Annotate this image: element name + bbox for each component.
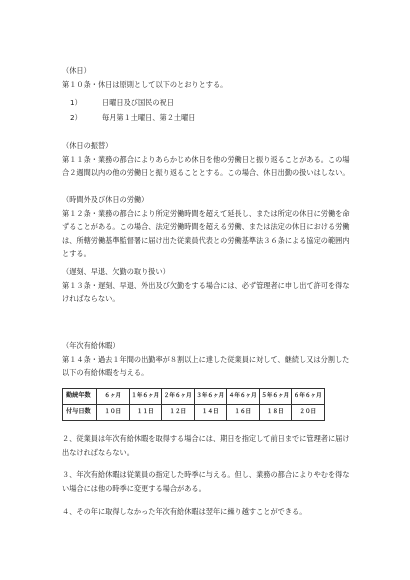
article-11-line: 合２週間以内の他の労働日と振り返ることとする。この場合、休日出勤の扱いはしない。 xyxy=(62,168,350,177)
article-13-line: 第１３条・遅刻、早退、外出及び欠勤をする場合には、必ず管理者に申し出て許可を得な xyxy=(62,280,350,290)
table-cell: ２年６ヶ月 xyxy=(162,389,195,405)
table-cell: ６ヶ月 xyxy=(97,389,130,405)
section-heading: （休日の振替） xyxy=(62,141,113,150)
table-cell: １４日 xyxy=(194,405,227,421)
table-cell: １年６ヶ月 xyxy=(129,389,162,405)
section-paid-leave xyxy=(62,339,362,380)
table-cell: ２０日 xyxy=(292,405,325,421)
table-cell: １８日 xyxy=(259,405,292,421)
table-cell: ３年６ヶ月 xyxy=(194,389,227,405)
article-12-line: ずることがある。この場合、法定労働時間を超える労働、または法定の休日における労働 xyxy=(62,222,350,231)
article-12-line: とする。 xyxy=(62,249,91,258)
article-14-line: 第１４条・過去１年間の出勤率が８割以上に達した従業員に対して、継続し又は分割した xyxy=(62,354,350,364)
clause-line: い場合には他の時季に変更する場合がある。 xyxy=(62,483,206,493)
table-row-days xyxy=(63,405,325,421)
section-heading: （休日） xyxy=(62,66,91,75)
list-item xyxy=(62,95,362,110)
table-cell: ５年６ヶ月 xyxy=(259,389,292,405)
list-text: 毎月第１土曜日、第２土曜日 xyxy=(102,113,196,122)
section-heading: （年次有給休暇） xyxy=(62,341,120,350)
clause-line: ２、従業員は年次有給休暇を取得する場合には、期日を指定して前日までに管理者に届け xyxy=(62,434,350,443)
table-cell: １０日 xyxy=(97,405,130,421)
paid-leave-table xyxy=(62,388,325,421)
section-overtime xyxy=(62,193,362,261)
article-11-line: 第１１条・業務の都合によりあらかじめ休日を他の労働日と振り返ることがある。この場 xyxy=(62,154,350,164)
article-10: 第１０条・休日は原則として以下のとおりとする。 xyxy=(62,79,228,89)
row-header: 勤続年数 xyxy=(63,389,97,405)
section-heading: （遅刻、早退、欠勤の取り扱い） xyxy=(62,267,170,276)
list-item xyxy=(62,110,362,125)
list-number: 1） xyxy=(70,98,82,107)
clause-line: ３、年次有給休暇は従業員の指定した時季に与える。但し、業務の都合によりやむを得な xyxy=(62,470,350,479)
row-header: 付与日数 xyxy=(63,405,97,421)
article-12-line: は、所轄労働基準監督署に届け出た従業員代表との労働基準法３６条による協定の範囲内 xyxy=(62,235,350,245)
table-cell: ４年６ヶ月 xyxy=(227,389,260,405)
table-cell: ６年６ヶ月 xyxy=(292,389,325,405)
table-cell: １２日 xyxy=(162,405,195,421)
clause-3 xyxy=(62,468,362,495)
article-14-line: 以下の有給休暇を与える。 xyxy=(62,368,149,377)
section-tardiness xyxy=(62,265,362,306)
clause-2 xyxy=(62,432,362,459)
table-cell: １６日 xyxy=(227,405,260,421)
table-row-years xyxy=(63,389,325,405)
article-13-line: ければならない。 xyxy=(62,294,120,303)
clause-4 xyxy=(62,505,362,519)
clause-line: 出なければならない。 xyxy=(62,447,134,457)
clause-line: ４、その年に取得しなかった年次有給休暇は翌年に繰り越すことができる。 xyxy=(62,507,307,516)
table-cell: １１日 xyxy=(129,405,162,421)
section-heading: （時間外及び休日の労働） xyxy=(62,195,149,204)
section-holidays xyxy=(62,64,362,125)
list-number: 2） xyxy=(70,113,82,122)
section-holiday-transfer xyxy=(62,139,362,180)
list-text: 日曜日及び国民の祝日 xyxy=(102,98,174,107)
article-12-line: 第１２条・業務の都合により所定労働時間を超えて延長し、または所定の休日に労働を命 xyxy=(62,208,350,218)
